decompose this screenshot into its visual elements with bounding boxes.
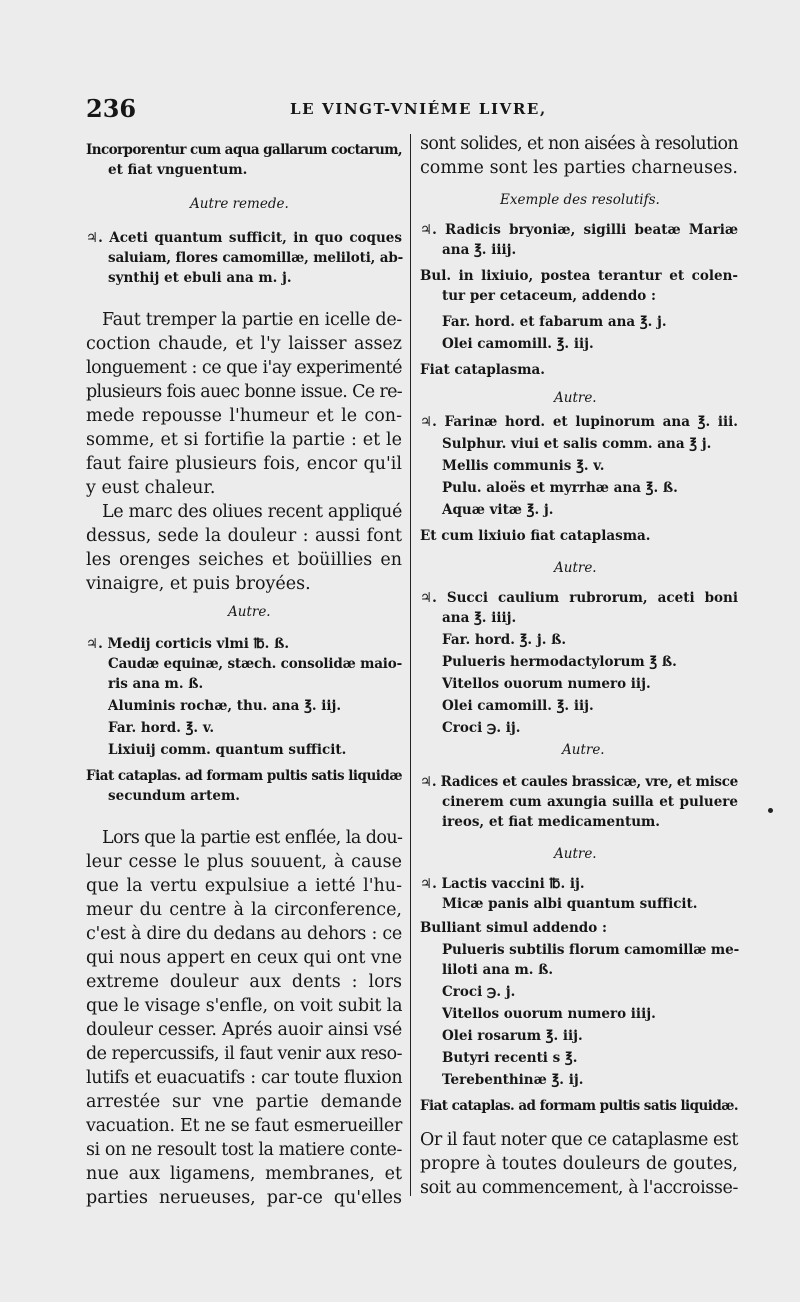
body-text-line: que la vertu expulsiue a ietté l'hu-: [86, 876, 402, 896]
recipe-line: tur per cetaceum, addendo :: [442, 288, 656, 304]
body-text-line: les orenges seiches et boüillies en: [86, 550, 402, 570]
body-text-line: nue aux ligamens, membranes, et: [86, 1164, 402, 1184]
body-text-line: Le marc des oliues recent appliqué: [102, 502, 402, 522]
section-heading: Autre.: [228, 604, 271, 620]
recipe-line: Incorporentur cum aqua gallarum coctarum,: [86, 142, 402, 158]
body-text-line: faut faire plusieurs fois, encor qu'il: [86, 454, 402, 474]
recipe-line: Aquæ vitæ ℥. j.: [442, 502, 554, 518]
body-text-line: longuement : ce que i'ay experimenté: [86, 358, 402, 378]
body-text-line: vacuation. Et ne se faut esmerueiller: [86, 1116, 402, 1136]
recipe-line: Butyri recenti s ℥.: [442, 1050, 578, 1066]
recipe-line: Olei rosarum ℥. iij.: [442, 1028, 583, 1044]
body-text-line: si on ne resoult tost la matiere conte-: [86, 1140, 402, 1160]
recipe-line: Mellis communis ℥. v.: [442, 458, 605, 474]
recipe-line: ris ana m. ß.: [108, 676, 204, 692]
recipe-line: Fiat cataplasma.: [420, 362, 545, 378]
recipe-line: ana ℥. iiij.: [442, 610, 517, 626]
body-text-line: somme, et si fortifie la partie : et le: [86, 430, 402, 450]
body-text-line: mede repousse l'humeur et le con-: [86, 406, 402, 426]
recipe-line: ana ℥. iiij.: [442, 242, 517, 258]
recipe-line: Bul. in lixiuio, postea terantur et colen-: [420, 268, 738, 284]
recipe-line: ♃. Succi caulium rubrorum, aceti boni: [420, 590, 738, 606]
section-heading: Autre.: [554, 560, 597, 576]
body-text-line: de repercussifs, il faut venir aux reso-: [86, 1044, 402, 1064]
section-heading: Autre.: [554, 390, 597, 406]
page-header: [0, 94, 800, 134]
recipe-line: ireos, et fiat medicamentum.: [442, 814, 660, 830]
body-text-line: plusieurs fois auec bonne issue. Ce re-: [86, 382, 402, 402]
body-text-line: meur du centre à la circonference,: [86, 900, 402, 920]
recipe-line: secundum artem.: [108, 788, 240, 804]
body-text-line: dessus, sede la douleur : aussi font: [86, 526, 402, 546]
body-text-line: vinaigre, et puis broyées.: [86, 574, 311, 594]
recipe-line: Aluminis rochæ, thu. ana ℥. iij.: [108, 698, 342, 714]
recipe-line: Bulliant simul addendo :: [420, 920, 607, 936]
recipe-line: Micæ panis albi quantum sufficit.: [442, 896, 698, 912]
page-number: 236: [86, 94, 137, 123]
body-text-line: parties nerueuses, par-ce qu'elles: [86, 1188, 402, 1208]
recipe-line: Vitellos ouorum numero iij.: [442, 676, 651, 692]
body-text-line: comme sont les parties charneuses.: [420, 158, 738, 178]
recipe-line: cinerem cum axungia suilla et puluere: [442, 794, 738, 810]
recipe-line: liloti ana m. ß.: [442, 962, 554, 978]
body-text-line: lutifs et euacuatifs : car toute fluxion: [86, 1068, 403, 1088]
ink-speck: [768, 808, 773, 813]
recipe-line: Pulu. aloës et myrrhæ ana ℥. ß.: [442, 480, 678, 496]
body-text-line: coction chaude, et l'y laisser assez: [86, 334, 402, 354]
recipe-line: synthij et ebuli ana m. j.: [108, 270, 292, 286]
recipe-line: Croci ℈. ij.: [442, 720, 521, 736]
column-divider: [410, 134, 411, 1196]
recipe-line: Caudæ equinæ, stæch. consolidæ maio-: [108, 656, 402, 672]
recipe-line: Lixiuij comm. quantum sufficit.: [108, 742, 347, 758]
section-heading: Autre.: [554, 846, 597, 862]
body-text-line: arrestée sur vne partie demande: [86, 1092, 402, 1112]
body-text-line: douleur cesser. Aprés auoir ainsi vsé: [86, 1020, 402, 1040]
body-text-line: Or il faut noter que ce cataplasme est: [420, 1130, 738, 1150]
body-text-line: y eust chaleur.: [86, 478, 216, 498]
section-heading: Autre remede.: [190, 196, 289, 212]
recipe-line: Fiat cataplas. ad formam pultis satis liquidæ: [86, 768, 402, 784]
recipe-line: Olei camomill. ℥. iij.: [442, 336, 594, 352]
body-text-line: Faut tremper la partie en icelle de-: [102, 310, 402, 330]
recipe-line: ♃. Medij corticis vlmi ℔. ß.: [86, 636, 290, 652]
section-heading: Exemple des resolutifs.: [500, 192, 660, 208]
recipe-line: Croci ℈. j.: [442, 984, 516, 1000]
recipe-line: ♃. Radices et caules brassicæ, vre, et misce: [420, 774, 738, 790]
body-text-line: qui nous appert en ceux qui ont vne: [86, 948, 402, 968]
recipe-line: Vitellos ouorum numero iiij.: [442, 1006, 656, 1022]
section-heading: Autre.: [562, 742, 605, 758]
recipe-line: Olei camomill. ℥. iij.: [442, 698, 594, 714]
recipe-line: Far. hord. ℥. v.: [108, 720, 215, 736]
running-title: LE VINGT-VNIÉME LIVRE,: [290, 100, 547, 118]
body-text-line: propre à toutes douleurs de goutes,: [420, 1154, 738, 1174]
recipe-line: Pulueris subtilis florum camomillæ me-: [442, 942, 740, 958]
recipe-line: ♃. Radicis bryoniæ, sigilli beatæ Mariæ: [420, 222, 738, 238]
recipe-line: et fiat vnguentum.: [108, 162, 248, 178]
recipe-line: Far. hord. et fabarum ana ℥. j.: [442, 314, 667, 330]
body-text-line: extreme douleur aux dents : lors: [86, 972, 402, 992]
body-text-line: c'est à dire du dedans au dehors : ce: [86, 924, 402, 944]
recipe-line: Terebenthinæ ℥. ij.: [442, 1072, 584, 1088]
recipe-line: Far. hord. ℥. j. ß.: [442, 632, 567, 648]
recipe-line: Sulphur. viui et salis comm. ana ℥ j.: [442, 436, 712, 452]
body-text-line: leur cesse le plus souuent, à cause: [86, 852, 402, 872]
body-text-line: que le visage s'enfle, on voit subit la: [86, 996, 403, 1016]
recipe-line: saluiam, flores camomillæ, meliloti, ab-: [108, 250, 404, 266]
body-text-line: sont solides, et non aisées à resolution: [420, 134, 738, 154]
recipe-line: ♃. Lactis vaccini ℔. ij.: [420, 876, 585, 892]
recipe-line: ♃. Aceti quantum sufficit, in quo coques: [86, 230, 402, 246]
recipe-line: Pulueris hermodactylorum ℥ ß.: [442, 654, 677, 670]
recipe-line: ♃. Farinæ hord. et lupinorum ana ℥. iii.: [420, 414, 738, 430]
recipe-line: Fiat cataplas. ad formam pultis satis liquidæ.: [420, 1098, 738, 1114]
body-text-line: Lors que la partie est enflée, la dou-: [102, 828, 403, 848]
recipe-line: Et cum lixiuio fiat cataplasma.: [420, 528, 651, 544]
body-text-line: soit au commencement, à l'accroisse-: [420, 1178, 738, 1198]
